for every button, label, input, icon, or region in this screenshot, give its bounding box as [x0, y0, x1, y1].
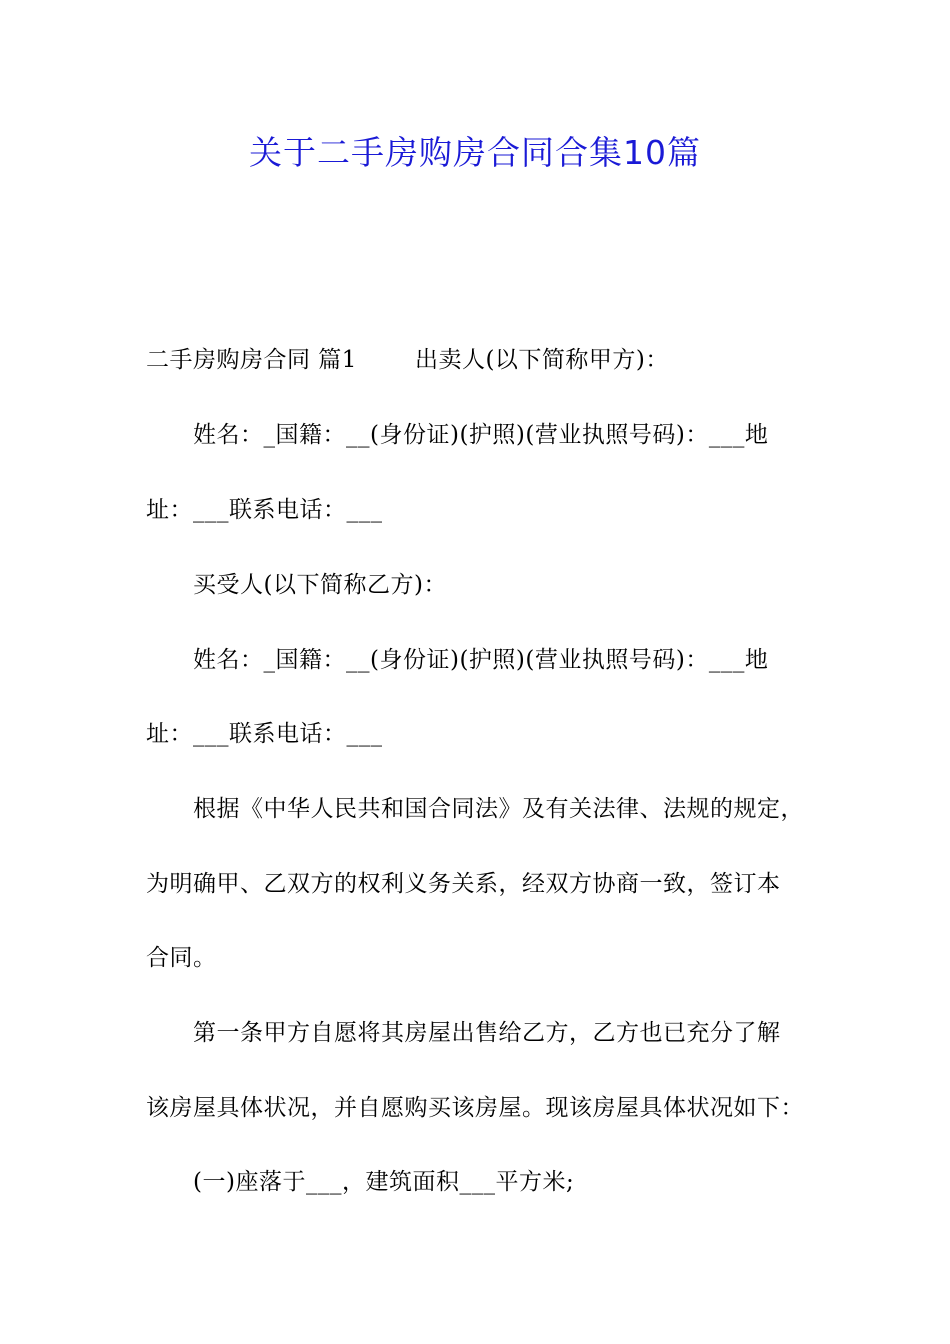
seller-label: 出卖人(以下简称甲方)：	[414, 347, 669, 373]
document-title: 关于二手房购房合同合集10篇	[249, 133, 701, 172]
contract-heading: 二手房购房合同 篇1	[146, 347, 357, 373]
preamble-line-2: 为明确甲、乙双方的权利义务关系，经双方协商一致，签订本	[146, 871, 781, 897]
article-1-line-1: 第一条甲方自愿将其房屋出售给乙方，乙方也已充分了解	[193, 1020, 781, 1046]
buyer-label: 买受人(以下简称乙方)：	[193, 572, 447, 598]
buyer-info-line-1: 姓名：_国籍：__(身份证)(护照)(营业执照号码)：___地	[193, 647, 769, 673]
contract-heading-line	[146, 345, 669, 375]
seller-info-line-1: 姓名：_国籍：__(身份证)(护照)(营业执照号码)：___地	[193, 422, 769, 448]
seller-info-line-2: 址：___联系电话：___	[146, 497, 383, 523]
preamble-line-1: 根据《中华人民共和国合同法》及有关法律、法规的规定，	[193, 796, 804, 822]
article-1-item-1: (一)座落于___，建筑面积___平方米;	[193, 1169, 575, 1195]
buyer-info-line-2: 址：___联系电话：___	[146, 721, 383, 747]
article-1-line-2: 该房屋具体状况，并自愿购买该房屋。现该房屋具体状况如下：	[146, 1095, 804, 1121]
preamble-line-3: 合同。	[146, 945, 217, 971]
